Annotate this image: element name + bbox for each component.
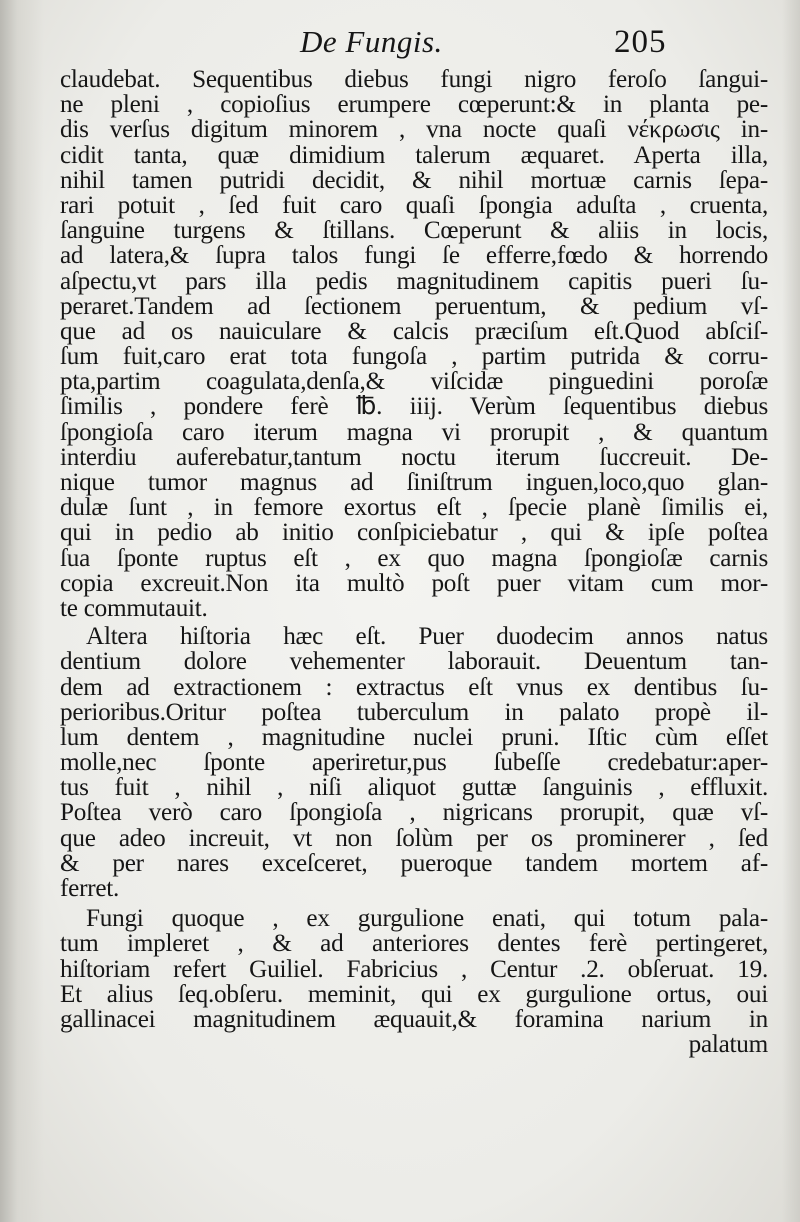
- text-line: nique tumor magnus ad ſiniſtrum inguen,loco,quo glan-: [60, 469, 768, 496]
- text-line: cidit tanta, quæ dimidium talerum æquaret. Aperta illa,: [60, 141, 768, 169]
- running-head: De Fungis.: [300, 24, 443, 59]
- text-line: nihil tamen putridi decidit, & nihil mortuæ carnis ſepa-: [60, 166, 768, 194]
- text-line: molle,nec ſponte aperiretur,pus ſubeſſe credebatur:aper-: [60, 749, 768, 777]
- text-line: rari potuit , ſed fuit caro quaſi ſpongia aduſta , cruenta,: [60, 191, 768, 219]
- page-number: 205: [614, 24, 667, 60]
- text-line: interdiu auferebatur,tantum noctu iterum ſuccreuit. De-: [60, 443, 768, 471]
- text-line: Poſtea verò caro ſpongioſa , nigricans prorupit, quæ vſ-: [60, 799, 768, 827]
- text-line: hiſtoriam refert Guiliel. Fabricius , Centur .2. obſeruat. 19.: [60, 955, 768, 983]
- page-edge-shadow: [782, 0, 800, 1222]
- text-line: peraret.Tandem ad ſectionem peruentum, & pedium vſ-: [60, 292, 768, 320]
- text-line: ſum fuit,caro erat tota fungoſa , partim putrida & corru-: [60, 343, 768, 371]
- text-line: lum dentem , magnitudine nuclei pruni. Iſtic cùm eſſet: [60, 723, 768, 751]
- text-line: Et alius ſeq.obſeru. meminit, qui ex gurgulione ortus, oui: [60, 980, 768, 1008]
- text-line: dem ad extractionem : extractus eſt vnus ex dentibus ſu-: [60, 673, 768, 701]
- text-line: que ad os nauiculare & calcis præciſum eſt.Quod abſciſ-: [60, 317, 768, 345]
- text-line: ſpongioſa caro iterum magna vi prorupit , & quantum: [60, 418, 768, 446]
- page-gutter-shadow: [0, 0, 44, 1222]
- text-line: tum impleret , & ad anteriores dentes ferè pertingeret,: [60, 930, 768, 958]
- text-line: te commutauit.: [60, 594, 208, 622]
- paragraph: [60, 67, 768, 621]
- text-line: tus fuit , nihil , niſi aliquot guttæ ſanguinis , effluxit.: [60, 774, 768, 802]
- text-line: ſimilis , pondere ferè ℔. iiij. Verùm ſequentibus diebus: [60, 393, 768, 421]
- page-body-text: [60, 67, 768, 1057]
- text-line: ne pleni , copioſius erumpere cœperunt:& in planta pe-: [60, 91, 768, 119]
- text-line: ſanguine turgens & ſtillans. Cœperunt & aliis in locis,: [60, 217, 768, 245]
- text-line: Altera hiſtoria hæc eſt. Puer duodecim annos natus: [86, 623, 768, 651]
- text-line: gallinacei magnitudinem æquauit,& foramina narium in: [60, 1005, 768, 1033]
- text-line: dis verſus digitum minorem , vna nocte quaſi νέκρωσις in-: [60, 116, 768, 144]
- text-line: & per nares exceſceret, pueroque tandem mortem af-: [60, 849, 768, 877]
- page-header: [60, 20, 760, 64]
- text-line: ad latera,& ſupra talos fungi ſe efferre,fœdo & horrendo: [60, 242, 768, 270]
- text-line: ferret.: [60, 875, 120, 902]
- text-line: copia excreuit.Non ita multò poſt puer vitam cum mor-: [60, 569, 768, 597]
- text-line: Fungi quoque , ex gurgulione enati, qui totum pala-: [86, 905, 768, 933]
- text-line: dentium dolore vehementer laborauit. Deuentum tan-: [60, 648, 768, 676]
- text-line: que adeo increuit, vt non ſolùm per os prominerer , ſed: [60, 824, 768, 852]
- text-line: dulæ ſunt , in femore exortus eſt , ſpecie planè ſimilis ei,: [60, 494, 768, 522]
- text-line: ſua ſponte ruptus eſt , ex quo magna ſpongioſæ carnis: [60, 544, 768, 572]
- catchword: palatum: [688, 1031, 768, 1059]
- text-line: qui in pedio ab initio conſpiciebatur , qui & ipſe poſtea: [60, 519, 768, 547]
- text-line: perioribus.Oritur poſtea tuberculum in palato propè il-: [60, 698, 768, 726]
- paragraph: [60, 624, 768, 901]
- text-line: claudebat. Sequentibus diebus fungi nigro feroſo ſangui-: [60, 66, 768, 93]
- paragraph: [60, 906, 768, 1057]
- text-line: aſpectu,vt pars illa pedis magnitudinem capitis pueri ſu-: [60, 267, 768, 295]
- text-line: pta,partim coagulata,denſa,& viſcidæ pinguedini poroſæ: [60, 368, 768, 396]
